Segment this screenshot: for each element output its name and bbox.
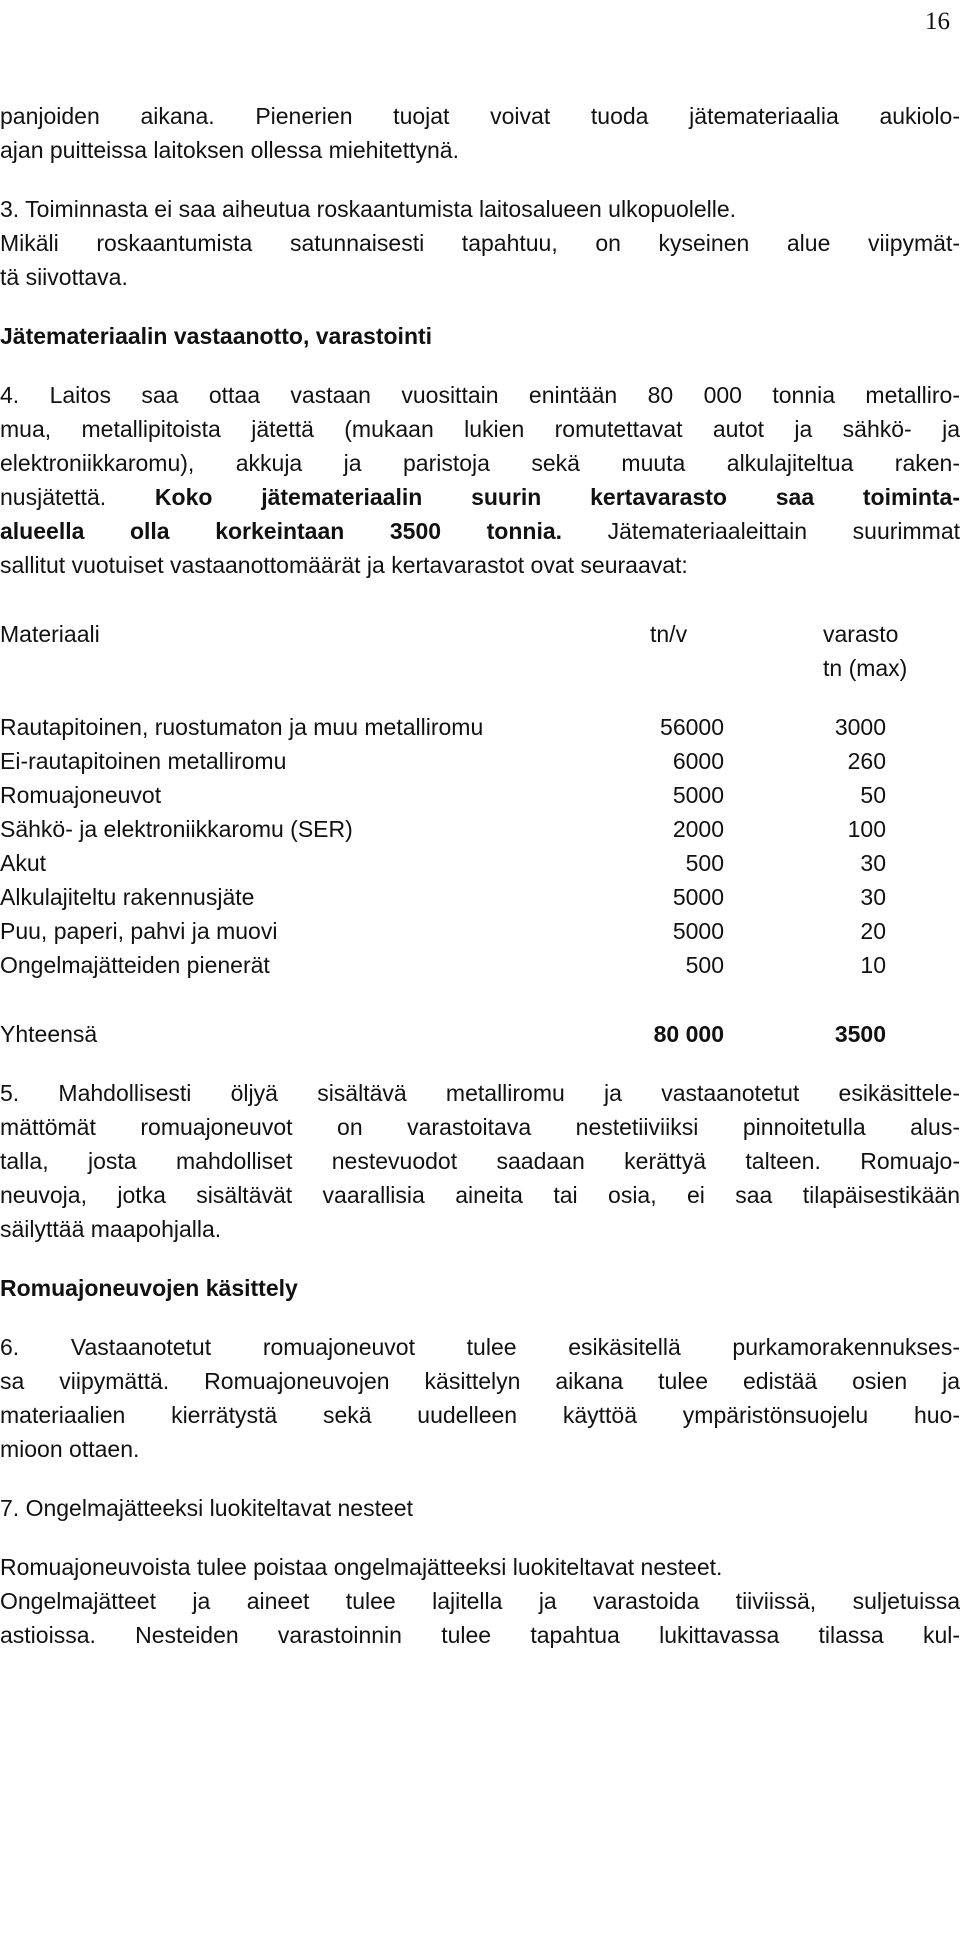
- cell-storage: 10: [860, 952, 886, 978]
- cell-storage: 30: [860, 884, 886, 910]
- cell-storage: 260: [847, 748, 886, 774]
- text-line: 4. Laitos saa ottaa vastaan vuosittain enintään 80 000 tonnia metalliro-: [0, 382, 960, 408]
- text-line: elektroniikkaromu), akkuja ja paristoja sekä muuta alkulajiteltua raken-: [0, 450, 960, 476]
- paragraph-4: [0, 378, 960, 582]
- cell-annual: 5000: [672, 884, 724, 910]
- table-header-row: [0, 651, 960, 685]
- document-body: [0, 99, 960, 1652]
- table-header-row: [0, 617, 960, 651]
- section-heading: Jätemateriaalin vastaanotto, varastointi: [0, 323, 433, 349]
- total-storage: 3500: [834, 1021, 886, 1047]
- paragraph-7-title: 7. Ongelmajätteeksi luokiteltavat nesteet: [0, 1495, 413, 1521]
- text-run: nusjätettä.: [0, 484, 155, 510]
- column-header-storage: varasto: [823, 621, 899, 647]
- cell-storage: 30: [860, 850, 886, 876]
- cell-annual: 500: [685, 850, 724, 876]
- cell-material: Rautapitoinen, ruostumaton ja muu metalliromu: [0, 714, 484, 740]
- text-line: säilyttää maapohjalla.: [0, 1216, 222, 1242]
- cell-annual: 5000: [672, 782, 724, 808]
- page-number: 16: [925, 8, 950, 35]
- text-line: ajan puitteissa laitoksen ollessa miehitettynä.: [0, 137, 459, 163]
- text-line: mioon ottaen.: [0, 1436, 140, 1462]
- text-run: Jätemateriaaleittain suurimmat: [562, 518, 960, 544]
- table-row: [0, 880, 960, 914]
- text-line: neuvoja, jotka sisältävät vaarallisia aineita tai osia, ei saa tilapäisestikään: [0, 1182, 960, 1208]
- cell-storage: 3000: [834, 714, 886, 740]
- bold-text-run: Koko jätemateriaalin suurin kertavarasto saa toiminta-: [154, 484, 960, 510]
- cell-annual: 56000: [660, 714, 724, 740]
- table-row: [0, 778, 960, 812]
- text-line: tä siivottava.: [0, 264, 128, 290]
- column-header-annual: tn/v: [650, 621, 688, 647]
- text-line: sa viipymättä. Romuajoneuvojen käsittelyn aikana tulee edistää osien ja: [0, 1368, 960, 1394]
- table-row: [0, 744, 960, 778]
- cell-annual: 2000: [672, 816, 724, 842]
- cell-material: Ongelmajätteiden pienerät: [0, 952, 270, 978]
- paragraph-6: [0, 1330, 960, 1466]
- table-row: [0, 710, 960, 744]
- cell-storage: 20: [860, 918, 886, 944]
- text-line: Ongelmajätteet ja aineet tulee lajitella ja varastoida tiiviissä, suljetuissa: [0, 1588, 960, 1614]
- paragraph-3: [0, 192, 960, 294]
- total-annual: 80 000: [653, 1021, 724, 1047]
- text-line: talla, josta mahdolliset nestevuodot saadaan kerättyä talteen. Romuajo-: [0, 1148, 960, 1174]
- text-line: Romuajoneuvoista tulee poistaa ongelmajätteeksi luokiteltavat nesteet.: [0, 1554, 723, 1580]
- text-line: [0, 514, 960, 548]
- cell-storage: 50: [860, 782, 886, 808]
- cell-material: Romuajoneuvot: [0, 782, 162, 808]
- text-line: 5. Mahdollisesti öljyä sisältävä metalliromu ja vastaanotetut esikäsittele-: [0, 1080, 960, 1106]
- cell-material: Akut: [0, 850, 47, 876]
- table-total-row: [0, 1017, 960, 1051]
- cell-material: Ei-rautapitoinen metalliromu: [0, 748, 287, 774]
- cell-material: Alkulajiteltu rakennusjäte: [0, 884, 255, 910]
- intro-paragraph: [0, 99, 960, 167]
- text-line: astioissa. Nesteiden varastoinnin tulee tapahtua lukittavassa tilassa kul-: [0, 1622, 960, 1648]
- cell-material: Puu, paperi, pahvi ja muovi: [0, 918, 278, 944]
- text-line: mättömät romuajoneuvot on varastoitava nestetiiviiksi pinnoitetulla alus-: [0, 1114, 960, 1140]
- column-header-material: Materiaali: [0, 621, 100, 647]
- text-line: sallitut vuotuiset vastaanottomäärät ja kertavarastot ovat seuraavat:: [0, 552, 688, 578]
- table-row: [0, 948, 960, 982]
- cell-annual: 6000: [672, 748, 724, 774]
- paragraph-7: [0, 1550, 960, 1652]
- table-row: [0, 846, 960, 880]
- text-line: panjoiden aikana. Pienerien tuojat voivat tuoda jätemateriaalia aukiolo-: [0, 103, 960, 129]
- text-line: 6. Vastaanotetut romuajoneuvot tulee esikäsitellä purkamorakennukses-: [0, 1334, 960, 1360]
- text-line: Mikäli roskaantumista satunnaisesti tapahtuu, on kyseinen alue viipymät-: [0, 230, 960, 256]
- total-label: Yhteensä: [0, 1021, 98, 1047]
- cell-material: Sähkö- ja elektroniikkaromu (SER): [0, 816, 353, 842]
- cell-annual: 5000: [672, 918, 724, 944]
- text-line: materiaalien kierrätystä sekä uudelleen käyttöä ympäristönsuojelu huo-: [0, 1402, 960, 1428]
- column-header-storage-unit: tn (max): [823, 655, 908, 681]
- cell-annual: 500: [685, 952, 724, 978]
- bold-text-run: alueella olla korkeintaan 3500 tonnia.: [0, 518, 563, 544]
- cell-storage: 100: [847, 816, 886, 842]
- table-row: [0, 914, 960, 948]
- text-line: [0, 480, 960, 514]
- table-row: [0, 812, 960, 846]
- section-heading: Romuajoneuvojen käsittely: [0, 1275, 298, 1301]
- paragraph-5: [0, 1076, 960, 1246]
- text-line: mua, metallipitoista jätettä (mukaan lukien romutettavat autot ja sähkö- ja: [0, 416, 960, 442]
- materials-table: [0, 617, 960, 1051]
- text-line: 3. Toiminnasta ei saa aiheutua roskaantumista laitosalueen ulkopuolelle.: [0, 196, 737, 222]
